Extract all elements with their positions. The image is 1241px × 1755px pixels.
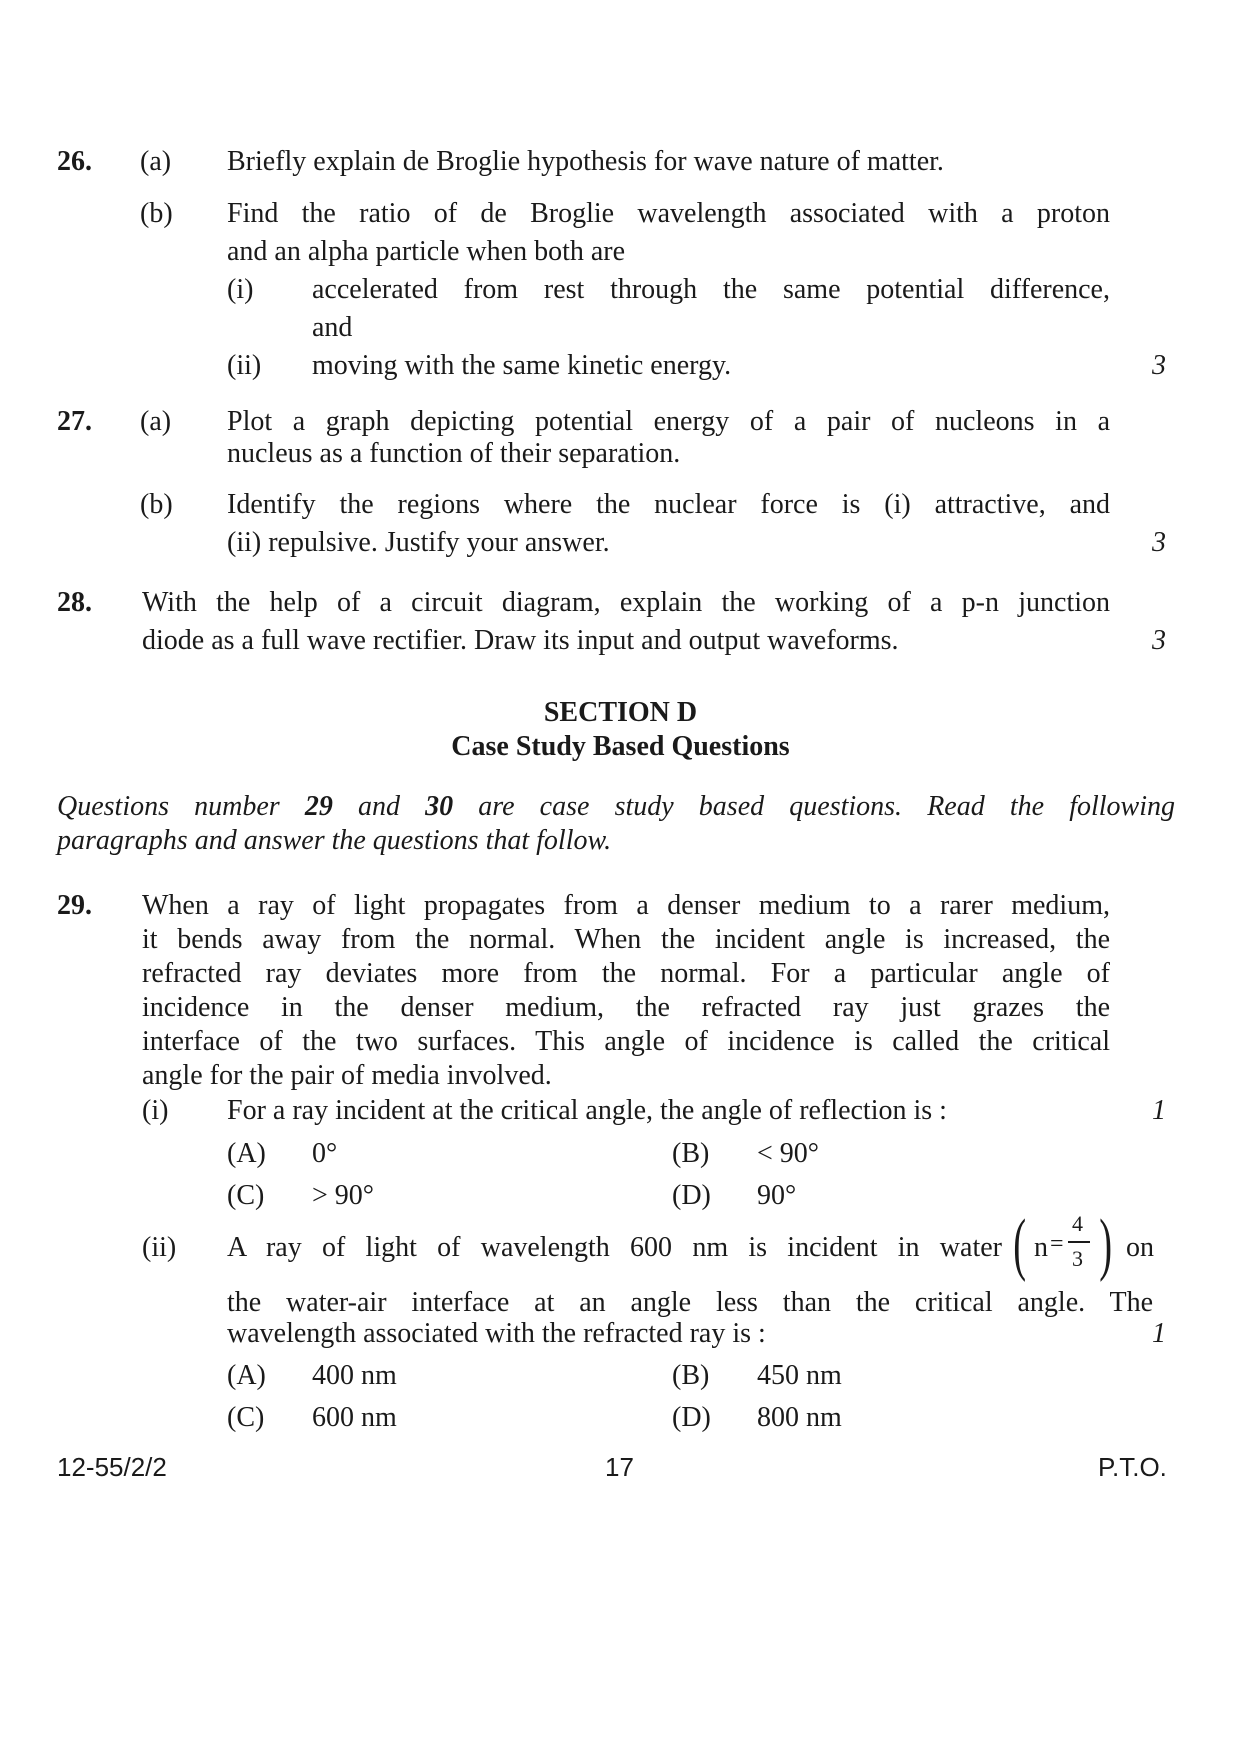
section-subtitle: Case Study Based Questions	[451, 731, 790, 762]
subpart-label: (ii)	[227, 350, 262, 381]
equals-sign: =	[1050, 1231, 1064, 1257]
q29-para-line: refracted ray deviates more from the normal. For a particular angle of	[142, 958, 1110, 989]
q29ii-text-before: A ray of light of wavelength 600 nm is incident in water	[227, 1232, 1002, 1263]
marks-q28: 3	[1152, 625, 1166, 656]
marks-q29ii: 1	[1152, 1318, 1166, 1349]
part-label: (b)	[140, 489, 173, 520]
q29-para-line: interface of the two surfaces. This angle of incidence is called the critical	[142, 1026, 1110, 1057]
option-value: < 90°	[757, 1138, 819, 1169]
fraction-numerator: 4	[1072, 1211, 1083, 1236]
question-number-29: 29.	[57, 890, 92, 921]
question-number-28: 28.	[57, 587, 92, 618]
part-label: (a)	[140, 406, 172, 437]
q26bi-line1: accelerated from rest through the same potential difference,	[312, 274, 1110, 305]
q26bii-text: moving with the same kinetic energy.	[312, 350, 732, 381]
q26bi-line2: and	[312, 312, 353, 343]
q28-line1: With the help of a circuit diagram, explain the working of a p-n junction	[142, 587, 1110, 618]
q26b-line1: Find the ratio of de Broglie wavelength associated with a proton	[227, 198, 1110, 229]
q29ii-text-after: on	[1126, 1232, 1154, 1263]
option-label: (D)	[672, 1180, 711, 1211]
q26a-text: Briefly explain de Broglie hypothesis for wave nature of matter.	[227, 146, 944, 177]
fraction-denominator: 3	[1072, 1246, 1083, 1271]
q29-para-line: When a ray of light propagates from a denser medium to a rarer medium,	[142, 890, 1110, 921]
q27b-line2: (ii) repulsive. Justify your answer.	[227, 527, 610, 558]
paper-code: 12-55/2/2	[57, 1452, 167, 1482]
option-value: 600 nm	[312, 1402, 397, 1433]
n-label: n	[1034, 1232, 1048, 1263]
section-instructions-line1: Questions number 29 and 30 are case study based questions. Read the following	[57, 791, 1175, 822]
marks-q26: 3	[1152, 350, 1166, 381]
q26b-line2: and an alpha particle when both are	[227, 236, 626, 267]
q27b-line1: Identify the regions where the nuclear force is (i) attractive, and	[227, 489, 1110, 520]
question-number-27: 27.	[57, 406, 92, 437]
option-label: (A)	[227, 1138, 266, 1169]
q29i-text: For a ray incident at the critical angle, the angle of reflection is :	[227, 1095, 947, 1126]
option-value: 400 nm	[312, 1360, 397, 1391]
option-label: (D)	[672, 1402, 711, 1433]
question-number-26: 26.	[57, 146, 92, 177]
page-number: 17	[605, 1452, 634, 1482]
section-title: SECTION D	[543, 697, 698, 728]
option-value: 0°	[312, 1138, 338, 1169]
marks-q29i: 1	[1152, 1095, 1166, 1126]
option-value: > 90°	[312, 1180, 374, 1211]
part-label: (a)	[140, 146, 172, 177]
q27a-line2: nucleus as a function of their separation.	[227, 438, 681, 469]
part-label: (b)	[140, 198, 173, 229]
fraction-bar	[1068, 1241, 1090, 1243]
q29ii-line3: wavelength associated with the refracted ray is :	[227, 1318, 766, 1349]
option-label: (C)	[227, 1402, 265, 1433]
option-label: (A)	[227, 1360, 266, 1391]
option-label: (C)	[227, 1180, 265, 1211]
left-paren: (	[1013, 1206, 1027, 1283]
marks-q27: 3	[1152, 527, 1166, 558]
q29-para-line: incidence in the denser medium, the refracted ray just grazes the	[142, 992, 1110, 1023]
subpart-label: (ii)	[142, 1232, 177, 1263]
pto-label: P.T.O.	[1098, 1452, 1167, 1482]
q29-para-line: angle for the pair of media involved.	[142, 1060, 552, 1091]
option-label: (B)	[672, 1360, 710, 1391]
q27a-line1: Plot a graph depicting potential energy of a pair of nucleons in a	[227, 406, 1110, 437]
q28-line2: diode as a full wave rectifier. Draw its input and output waveforms.	[142, 625, 899, 656]
option-value: 90°	[757, 1180, 797, 1211]
subpart-label: (i)	[227, 274, 254, 305]
q29-para-line: it bends away from the normal. When the incident angle is increased, the	[142, 924, 1110, 955]
section-instructions-line2: paragraphs and answer the questions that follow.	[57, 825, 612, 856]
option-label: (B)	[672, 1138, 710, 1169]
option-value: 450 nm	[757, 1360, 842, 1391]
option-value: 800 nm	[757, 1402, 842, 1433]
q29ii-line2: the water-air interface at an angle less than the critical angle. The	[227, 1287, 1153, 1318]
right-paren: )	[1099, 1206, 1113, 1283]
subpart-label: (i)	[142, 1095, 169, 1126]
